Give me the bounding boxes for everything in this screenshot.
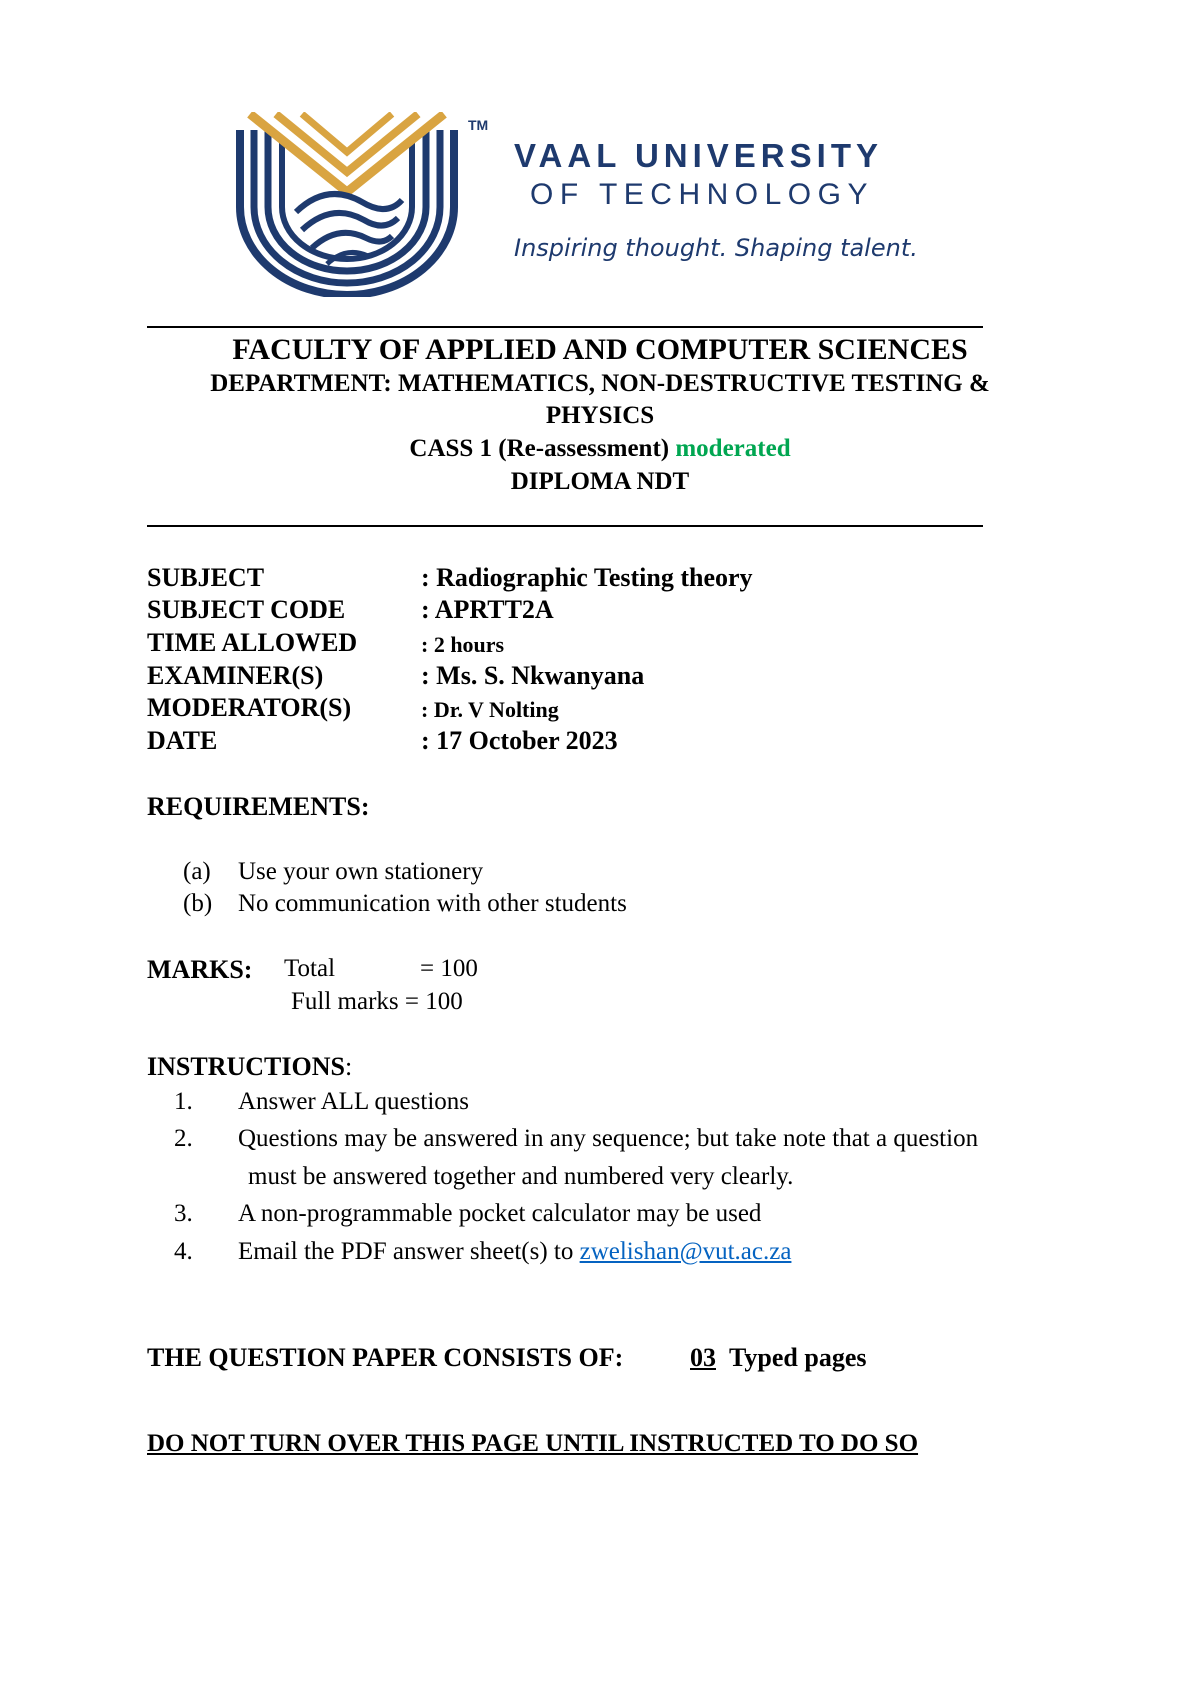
detail-value: : 17 October 2023 (421, 726, 618, 755)
moderated-status: moderated (675, 435, 791, 462)
department-line-1: DEPARTMENT: MATHEMATICS, NON-DESTRUCTIVE TESTING & (210, 370, 990, 397)
marks-label: MARKS: (147, 955, 253, 984)
assessment-line (0, 435, 1200, 463)
instruction-number: 4. (174, 1238, 193, 1265)
detail-row-date (147, 726, 1047, 758)
paper-page-count: 03 (690, 1343, 716, 1372)
detail-label: TIME ALLOWED (147, 628, 358, 657)
detail-value: : APRTT2A (421, 595, 554, 624)
instruction-continuation: must be answered together and numbered very clearly. (248, 1163, 794, 1190)
detail-value: : Ms. S. Nkwanyana (421, 661, 645, 690)
detail-label: SUBJECT (147, 563, 265, 592)
instruction-number: 2. (174, 1125, 193, 1152)
instruction-item-email (238, 1238, 791, 1266)
instructions-heading-text: INSTRUCTIONS (147, 1052, 345, 1081)
detail-value: : 2 hours (421, 632, 505, 657)
paper-pages-suffix: Typed pages (729, 1343, 867, 1372)
detail-row-examiner (147, 661, 1047, 693)
department-line-2: PHYSICS (545, 402, 655, 429)
detail-row-subject (147, 563, 1047, 595)
instruction-text: Answer ALL questions (238, 1088, 469, 1115)
trademark-mark: TM (468, 117, 489, 133)
full-marks: Full marks = 100 (291, 988, 463, 1015)
vut-emblem-icon (232, 112, 462, 297)
instruction-number: 1. (174, 1088, 193, 1115)
requirement-marker: (a) (183, 858, 211, 885)
email-link[interactable]: zwelishan@vut.ac.za (579, 1238, 792, 1265)
detail-label: MODERATOR(S) (147, 693, 352, 722)
requirements-heading: REQUIREMENTS: (147, 792, 370, 821)
detail-row-time-allowed (147, 628, 1047, 660)
detail-value: : Dr. V Nolting (421, 697, 559, 722)
detail-row-subject-code (147, 595, 1047, 627)
programme-title: DIPLOMA NDT (510, 468, 690, 495)
instruction-text: Questions may be answered in any sequence; but take note that a question (238, 1125, 979, 1152)
marks-total-value: = 100 (420, 955, 478, 982)
paper-pages-label: THE QUESTION PAPER CONSISTS OF: (147, 1343, 624, 1372)
do-not-turn-warning: DO NOT TURN OVER THIS PAGE UNTIL INSTRUCTED TO DO SO (147, 1430, 919, 1457)
instruction-number: 3. (174, 1200, 193, 1227)
detail-label: EXAMINER(S) (147, 661, 324, 690)
detail-value: : Radiographic Testing theory (421, 563, 753, 592)
marks-total-label: Total (284, 955, 336, 982)
instruction-text: Email the PDF answer sheet(s) to (238, 1238, 580, 1265)
university-tagline: Inspiring thought. Shaping talent. (514, 234, 918, 262)
requirement-text: Use your own stationery (238, 858, 484, 885)
detail-row-moderator (147, 693, 1047, 725)
detail-label: SUBJECT CODE (147, 595, 346, 624)
requirement-marker: (b) (183, 890, 213, 917)
top-divider (147, 326, 983, 328)
detail-label: DATE (147, 726, 218, 755)
assessment-title: CASS 1 (Re-assessment) (409, 435, 670, 462)
requirement-text: No communication with other students (238, 890, 627, 917)
instructions-heading (147, 1052, 352, 1082)
instructions-heading-colon: : (344, 1052, 353, 1081)
paper-pages-line (147, 1343, 867, 1373)
university-name-sub: OF TECHNOLOGY (530, 178, 874, 211)
instruction-text: A non-programmable pocket calculator may be used (238, 1200, 762, 1227)
header-divider (147, 525, 983, 527)
vut-logo (232, 112, 992, 302)
university-name: VAAL UNIVERSITY (514, 137, 883, 174)
faculty-title: FACULTY OF APPLIED AND COMPUTER SCIENCES (232, 333, 968, 366)
